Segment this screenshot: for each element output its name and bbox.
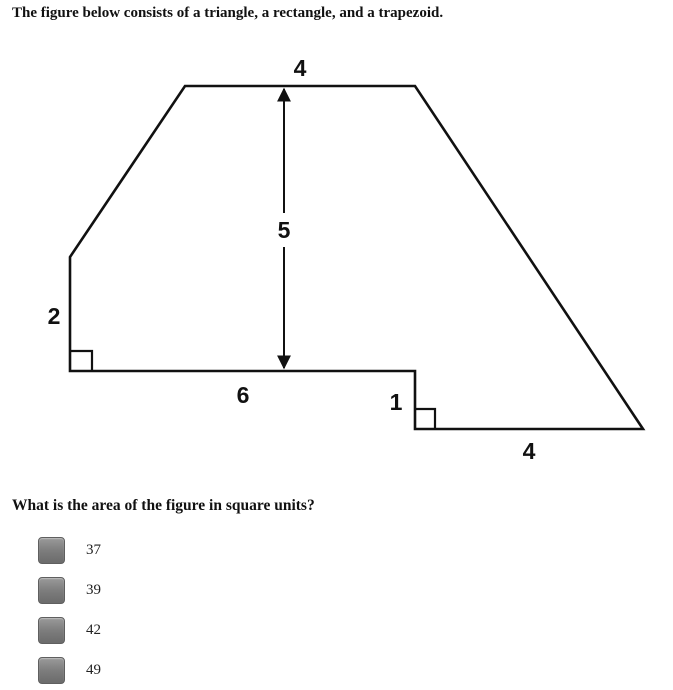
label-base-6: 6 [236,382,250,408]
choice-label: 42 [86,621,101,638]
label-height-5: 5 [277,217,291,243]
label-top-4: 4 [293,55,307,81]
right-angle-mark-right [415,409,435,429]
figure-outline [70,86,643,429]
intro-text: The figure below consists of a triangle, a rectangle, and a trapezoid. [12,5,444,21]
label-bottom-4: 4 [522,438,536,464]
choice-label: 37 [86,541,101,558]
question-text: What is the area of the figure in square units? [12,497,315,514]
choice-option-2[interactable] [38,570,101,610]
radio-button[interactable] [38,657,65,684]
radio-button[interactable] [38,617,65,644]
choice-option-4[interactable] [38,650,101,690]
radio-button[interactable] [38,577,65,604]
radio-button[interactable] [38,537,65,564]
right-angle-mark-left [70,351,92,371]
choice-label: 49 [86,661,101,678]
choice-option-1[interactable] [38,530,101,570]
choice-option-3[interactable] [38,610,101,650]
label-step-1: 1 [389,389,403,415]
label-left-side-2: 2 [47,303,61,329]
choice-label: 39 [86,581,101,598]
answer-choices [38,530,101,690]
